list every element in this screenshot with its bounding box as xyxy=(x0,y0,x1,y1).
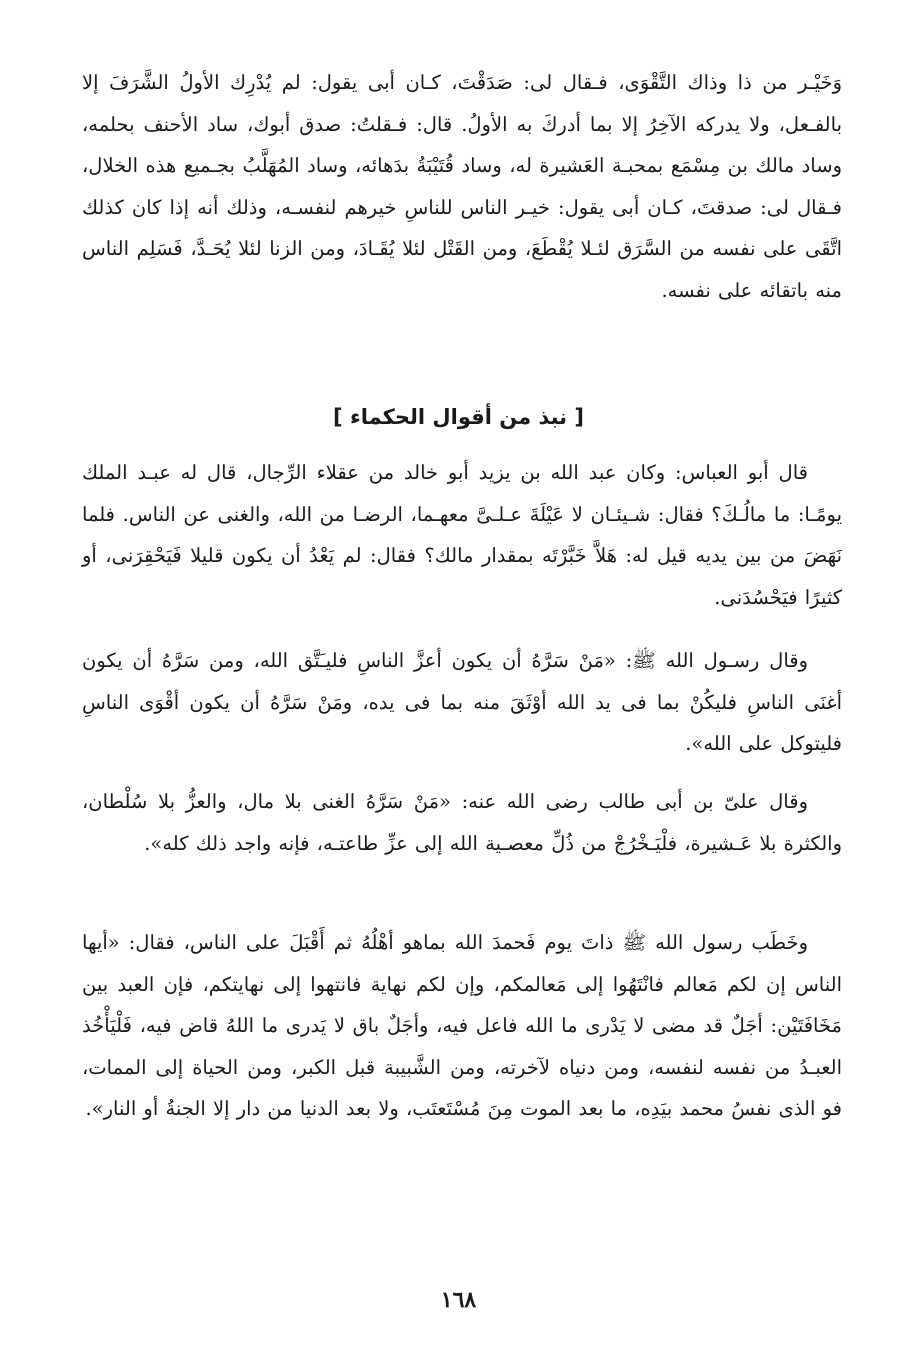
paragraph-abbas xyxy=(82,452,842,618)
paragraph-intro-text: وَخَيْـر من ذا وذاك التَّقْوَى، فـقال لى: صَدَقْتَ، كـان أبى يقول: لم يُدْرِك الأولُ الشَّرَفَ إلا بالفـعل، ولا يدركه الآخِرُ إلا بما أدركَ به الأولُ. قال: فـقلتُ: صدق أبوك، ساد الأحنف بحلمه، وساد مالك بن مِسْمَع بمحبـة العَشيرة له، وساد قُتَيْبَةُ بدَهائه، وساد المُهَلَّبُ بجـميع هذه الخلال، فـقال لى: صدقتَ، كـان أبى يقول: خيـر الناس للناسِ خيرهم لنفسـه، وذلك أنه إذا كان كذلك اتَّقَى على نفسه من السَّرَق لئـلا يُقْطَعَ، ومن القَتْل لئلا يُقَـادَ، ومن الزنا لئلا يُحَـدَّ، فَسَلِم الناس منه باتقائه على نفسه. xyxy=(82,71,842,302)
paragraph-ali-text: وقال علىّ بن أبى طالب رضى الله عنه: «مَنْ سَرَّهُ الغنى بلا مال، والعزُّ بلا سُلْطان، والكثرة بلا عَـشيرة، فلْيَـخْرُجْ من ذُلِّ معصـية الله إلى عزِّ طاعتـه، فإنه واجد ذلك كله». xyxy=(82,790,842,855)
section-heading: [ نبذ من أقوال الحكماء ] xyxy=(333,405,584,429)
paragraph-prophet-text: وقال رسـول الله ﷺ: «مَنْ سَرَّهُ أن يكون أعزَّ الناسِ فليـَتَّق الله، ومن سَرَّهُ أن يكون أغنَى الناسِ فليكُنْ بما فى يد الله أوْثَقَ منه بما فى يده، ومَنْ سَرَّهُ أن يكون أقْوَى الناسِ فليتوكل على الله». xyxy=(82,649,842,755)
paragraph-abbas-text: قال أبو العباس: وكان عبد الله بن يزيد أبو خالد من عقلاء الرِّجال، قال له عبـد الملك يومًـا: ما مالُـكَ؟ فقال: شـيئـان لا عَيْلَةَ عـلـىَّ معهـما، الرضـا من الله، والغنى عن الناس. فلما نَهَضَ من بين يديه قيل له: هَلاَّ خَبَّرْتَه بمقدار مالك؟ فقال: لم يَعْدُ أن يكون قليلا فَيَحْقِرَنى، أو كثيرًا فيَحْسُدَنى. xyxy=(82,461,842,609)
paragraph-prophet xyxy=(82,640,842,765)
paragraph-sermon xyxy=(82,922,842,1130)
paragraph-ali xyxy=(82,781,842,864)
page-number: ١٦٨ xyxy=(440,1287,477,1313)
paragraph-sermon-text: وخَطَب رسول الله ﷺ ذاتَ يوم فَحمدَ الله بماهو أهْلُهُ ثم أَقْبَلَ على الناس، فقال: «أيها الناس إن لكم مَعالم فانْتَهُوا إلى مَعالمكم، وإن لكم نهاية فانتهوا إلى نهايتكم، فإن العبد بين مَخَافَتَيْن: أجَلٌ قد مضى لا يَدْرى ما الله فاعل فيه، وأجَلٌ باق لا يَدرى ما اللهُ قاض فيه، فَلْيَأْخُذ العبـدُ من نفسه لنفسه، ومن دنياه لآخرته، ومن الشَّبيبة قبل الكبر، ومن الحياة إلى الممات، فو الذى نفسُ محمد بيَدِه، ما بعد الموت مِنَ مُسْتَعتَب، ولا بعد الدنيا من دار إلا الجنةُ أو النار». xyxy=(82,931,842,1120)
paragraph-intro xyxy=(82,62,842,311)
